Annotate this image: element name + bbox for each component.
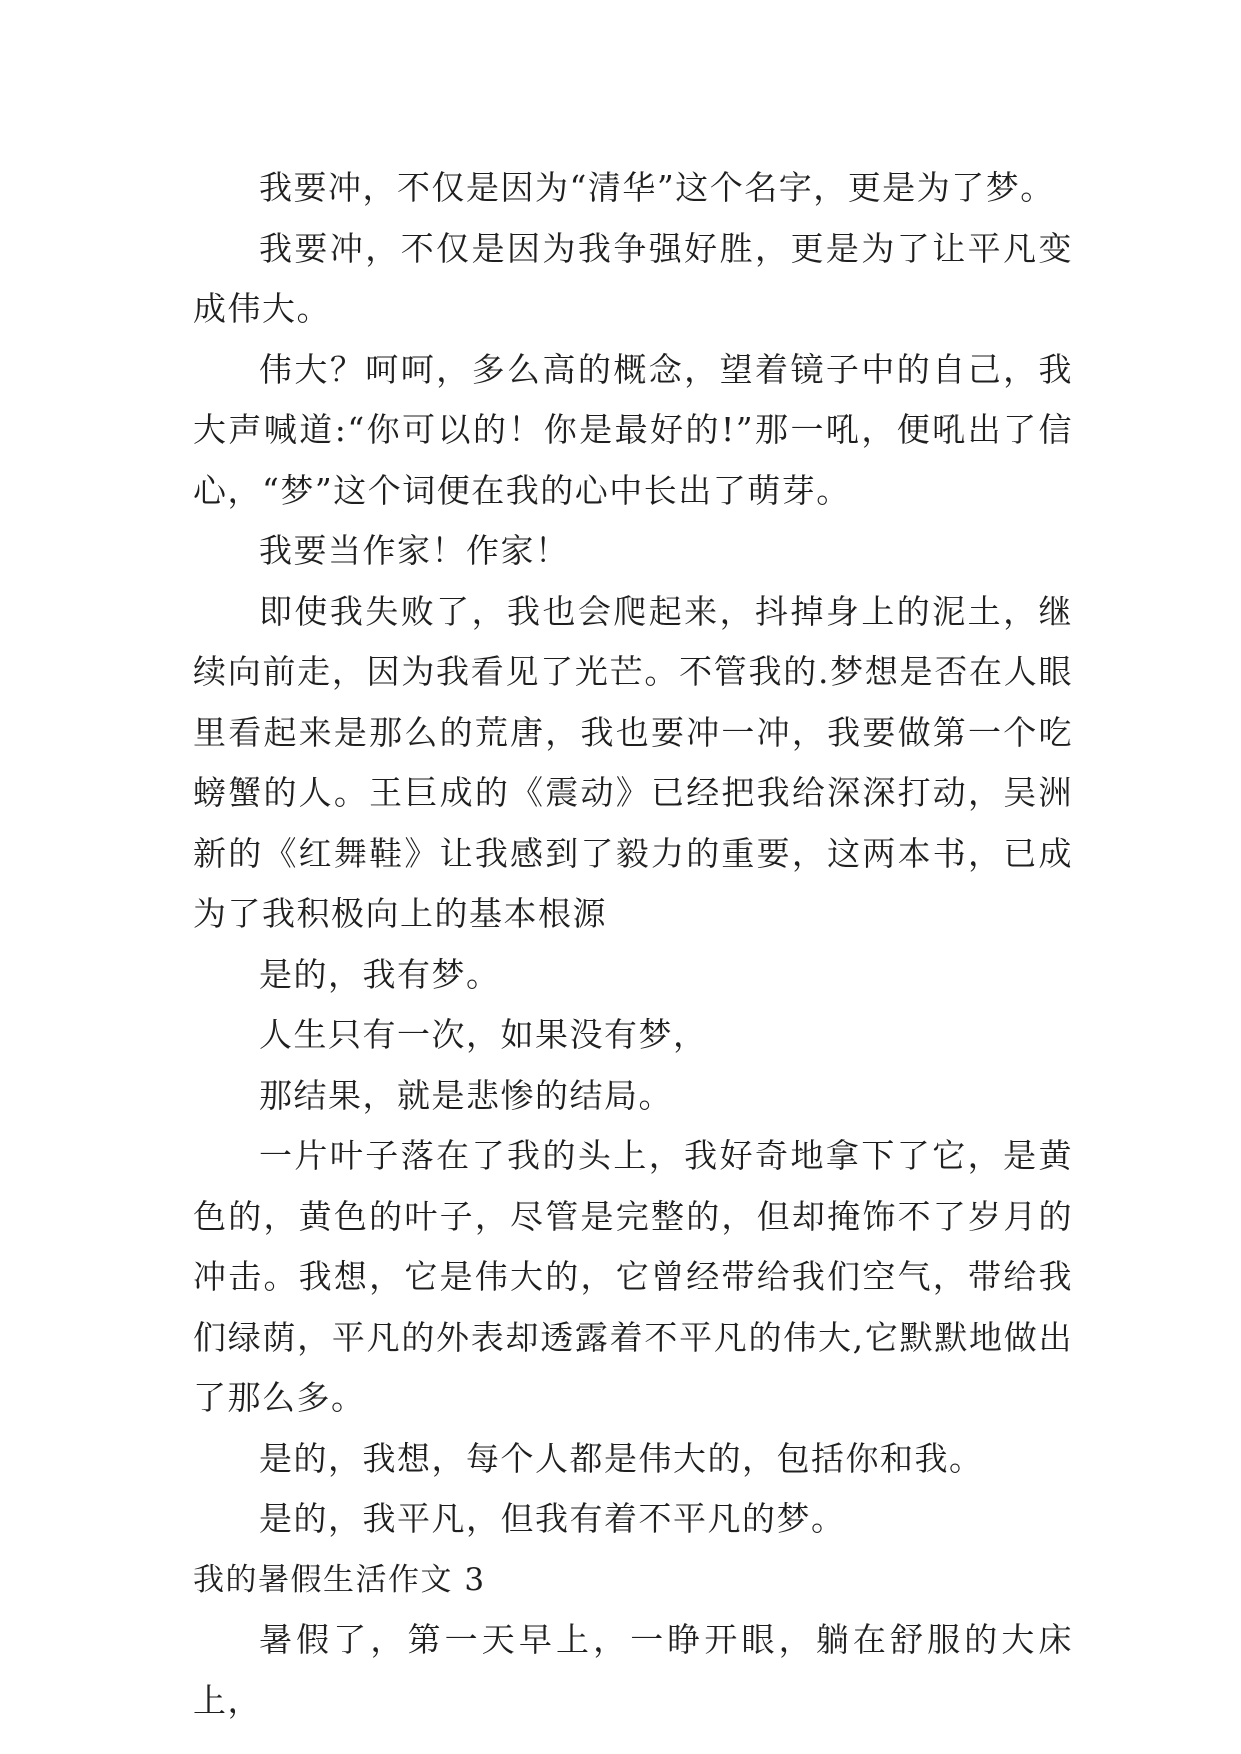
- paragraph: 伟大？呵呵，多么高的概念，望着镜子中的自己，我大声喊道:“你可以的！你是最好的!”那一吼，便吼出了信心，“梦”这个词便在我的心中长出了萌芽。: [193, 349, 1073, 510]
- paragraph: 一片叶子落在了我的头上，我好奇地拿下了它，是黄色的，黄色的叶子，尽管是完整的，但却掩饰不了岁月的冲击。我想，它是伟大的，它曾经带给我们空气，带给我们绿荫，平凡的外表却透露着不平凡的伟大,它默默地做出了那么多。: [193, 1136, 1073, 1417]
- paragraph: 那结果，就是悲惨的结局。: [259, 1075, 673, 1115]
- paragraph: 我要冲，不仅是因为我争强好胜，更是为了让平凡变成伟大。: [193, 228, 1073, 328]
- document-body: [193, 158, 1073, 1731]
- paragraph: 人生只有一次，如果没有梦，: [259, 1015, 708, 1054]
- paragraph: 是的，我有梦。: [259, 954, 501, 994]
- paragraph: 是的，我想，每个人都是伟大的，包括你和我。: [259, 1438, 984, 1478]
- paragraph: 暑假了，第一天早上，一睁开眼，躺在舒服的大床上，: [193, 1620, 1073, 1720]
- paragraph: 我要当作家！作家！: [259, 531, 570, 570]
- paragraph: 是的，我平凡，但我有着不平凡的梦。: [259, 1499, 846, 1538]
- section-heading: 我的暑假生活作文 3: [193, 1561, 486, 1598]
- paragraph: 即使我失败了，我也会爬起来，抖掉身上的泥土，继续向前走，因为我看见了光芒。不管我的.梦想是否在人眼里看起来是那么的荒唐，我也要冲一冲，我要做第一个吃螃蟹的人。王巨成的《震动》已经把我给深深打动，吴洲新的《红舞鞋》让我感到了毅力的重要，这两本书，已成为了我积极向上的基本根源: [193, 591, 1073, 933]
- paragraph: 我要冲，不仅是因为“清华”这个名字，更是为了梦。: [259, 168, 1055, 207]
